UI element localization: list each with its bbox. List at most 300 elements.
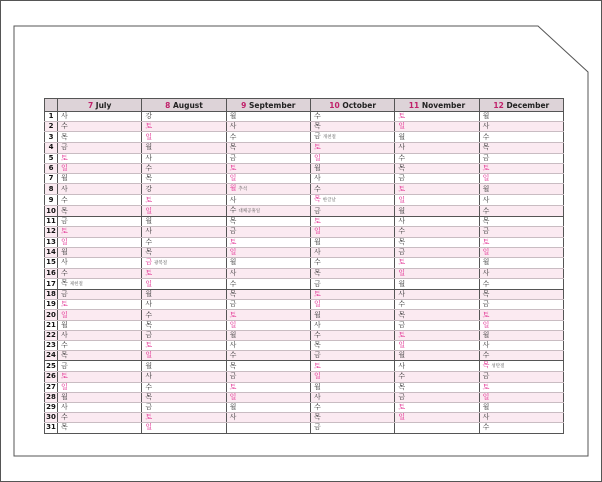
holiday-note: 개천절 — [322, 135, 336, 141]
month-number: 7 — [87, 100, 94, 110]
day-cell[interactable] — [226, 320, 310, 330]
day-row — [45, 423, 564, 433]
day-row — [45, 163, 564, 173]
weekday-label: 토 — [61, 227, 68, 236]
day-cell[interactable] — [479, 268, 563, 278]
day-cell[interactable] — [479, 206, 563, 217]
day-cell[interactable] — [479, 257, 563, 268]
day-cell[interactable] — [395, 173, 479, 183]
weekday-label: 수 — [229, 132, 237, 141]
day-row — [45, 257, 564, 268]
day-cell[interactable] — [226, 341, 310, 351]
weekday-label: 토 — [313, 143, 321, 152]
weekday-label: 사 — [398, 217, 406, 226]
weekday-label: 월 — [398, 279, 406, 288]
day-cell[interactable] — [310, 195, 394, 206]
day-cell[interactable] — [395, 143, 479, 153]
day-cell[interactable] — [58, 290, 142, 300]
weekday-label: 사 — [482, 268, 490, 277]
holiday-note: 한글날 — [322, 198, 336, 204]
day-cell[interactable] — [142, 372, 226, 382]
day-cell[interactable] — [226, 351, 310, 361]
day-cell[interactable] — [142, 279, 226, 290]
day-cell[interactable] — [142, 423, 226, 433]
day-cell[interactable] — [310, 330, 394, 340]
day-cell[interactable] — [310, 184, 394, 195]
day-cell[interactable] — [58, 195, 142, 206]
day-cell[interactable] — [310, 132, 394, 143]
weekday-label: 수 — [229, 351, 237, 360]
day-row — [45, 206, 564, 217]
weekday-label: 금 — [145, 257, 153, 266]
day-cell[interactable] — [310, 372, 394, 382]
day-cell[interactable] — [226, 247, 310, 257]
day-cell[interactable] — [58, 361, 142, 372]
day-cell[interactable] — [58, 247, 142, 257]
day-cell[interactable] — [142, 163, 226, 173]
weekday-label: 목 — [229, 290, 237, 299]
day-cell[interactable] — [58, 310, 142, 320]
day-cell[interactable] — [479, 372, 563, 382]
weekday-label: 금 — [61, 290, 68, 299]
day-number: 12 — [46, 227, 56, 236]
day-cell[interactable] — [479, 217, 563, 227]
day-cell[interactable] — [142, 330, 226, 340]
day-cell[interactable] — [479, 184, 563, 195]
day-cell[interactable] — [226, 217, 310, 227]
day-cell[interactable] — [395, 423, 479, 433]
weekday-label: 토 — [482, 163, 490, 172]
weekday-label: 일 — [482, 174, 490, 183]
day-number: 4 — [45, 143, 58, 153]
weekday-label: 사 — [61, 403, 68, 412]
day-row — [45, 402, 564, 412]
day-number: 5 — [45, 153, 58, 163]
day-cell[interactable] — [395, 112, 479, 122]
weekday-label: 일 — [482, 392, 490, 401]
day-row — [45, 413, 564, 423]
weekday-label: 사 — [145, 153, 153, 162]
day-cell[interactable] — [310, 112, 394, 122]
day-cell[interactable] — [479, 351, 563, 361]
day-cell[interactable] — [479, 227, 563, 237]
day-cell[interactable] — [395, 257, 479, 268]
day-cell[interactable] — [58, 237, 142, 247]
day-cell[interactable] — [226, 413, 310, 423]
weekday-label: 사 — [313, 174, 321, 183]
day-cell[interactable] — [395, 132, 479, 143]
day-cell[interactable] — [395, 310, 479, 320]
day-number: 13 — [46, 237, 56, 246]
day-cell[interactable] — [58, 413, 142, 423]
weekday-label: 토 — [398, 112, 406, 121]
day-cell[interactable] — [479, 361, 563, 372]
weekday-label: 일 — [313, 300, 321, 309]
day-cell[interactable] — [58, 423, 142, 433]
day-cell[interactable] — [310, 163, 394, 173]
day-cell[interactable] — [142, 300, 226, 310]
day-cell[interactable] — [395, 300, 479, 310]
day-cell[interactable] — [142, 257, 226, 268]
day-cell[interactable] — [142, 310, 226, 320]
day-cell[interactable] — [479, 143, 563, 153]
weekday-label: 목 — [313, 122, 321, 131]
day-cell[interactable] — [58, 173, 142, 183]
day-cell[interactable] — [226, 163, 310, 173]
weekday-label: 토 — [229, 163, 237, 172]
weekday-label: 사 — [398, 290, 406, 299]
day-cell[interactable] — [479, 237, 563, 247]
day-row — [45, 382, 564, 392]
weekday-label: 사 — [482, 413, 490, 422]
weekday-label: 토 — [229, 382, 237, 391]
day-number: 7 — [45, 173, 58, 183]
day-cell[interactable] — [58, 227, 142, 237]
day-row — [45, 173, 564, 183]
weekday-label: 토 — [313, 217, 321, 226]
day-cell[interactable] — [226, 195, 310, 206]
day-cell[interactable] — [310, 217, 394, 227]
weekday-label: 수 — [482, 279, 490, 288]
day-cell[interactable] — [310, 257, 394, 268]
day-cell[interactable] — [479, 423, 563, 433]
weekday-label: 목 — [229, 143, 237, 152]
day-row — [45, 184, 564, 195]
day-cell[interactable] — [58, 351, 142, 361]
day-cell[interactable] — [58, 300, 142, 310]
day-cell[interactable] — [142, 290, 226, 300]
day-cell[interactable] — [58, 112, 142, 122]
day-cell[interactable] — [58, 122, 142, 132]
day-cell[interactable] — [310, 153, 394, 163]
day-cell[interactable] — [395, 320, 479, 330]
day-cell[interactable] — [395, 227, 479, 237]
month-header-row — [45, 99, 564, 112]
day-number: 18 — [46, 290, 56, 299]
day-cell[interactable] — [395, 163, 479, 173]
day-cell[interactable] — [142, 122, 226, 132]
day-cell[interactable] — [395, 402, 479, 412]
day-cell[interactable] — [310, 392, 394, 402]
day-cell[interactable] — [310, 227, 394, 237]
day-cell[interactable] — [479, 382, 563, 392]
day-cell[interactable] — [395, 341, 479, 351]
day-cell[interactable] — [142, 132, 226, 143]
weekday-label: 사 — [61, 184, 68, 193]
day-cell[interactable] — [226, 382, 310, 392]
day-cell[interactable] — [310, 279, 394, 290]
day-cell[interactable] — [310, 237, 394, 247]
day-cell[interactable] — [226, 237, 310, 247]
weekday-label: 월 — [482, 184, 490, 193]
day-cell[interactable] — [58, 143, 142, 153]
day-cell[interactable] — [142, 173, 226, 183]
day-cell[interactable] — [58, 257, 142, 268]
day-cell[interactable] — [142, 351, 226, 361]
weekday-label: 목 — [313, 268, 321, 277]
day-cell[interactable] — [479, 112, 563, 122]
day-cell[interactable] — [395, 268, 479, 278]
day-cell[interactable] — [142, 402, 226, 412]
day-cell[interactable] — [226, 279, 310, 290]
day-cell[interactable] — [226, 143, 310, 153]
day-number: 22 — [46, 330, 56, 339]
day-cell[interactable] — [58, 330, 142, 340]
weekday-label: 월 — [61, 320, 68, 329]
day-cell[interactable] — [395, 413, 479, 423]
day-cell[interactable] — [58, 392, 142, 402]
day-cell[interactable] — [395, 184, 479, 195]
day-cell[interactable] — [58, 341, 142, 351]
day-cell[interactable] — [479, 413, 563, 423]
day-cell[interactable] — [310, 247, 394, 257]
weekday-label: 금 — [229, 300, 237, 309]
day-cell[interactable] — [226, 361, 310, 372]
day-cell[interactable] — [58, 132, 142, 143]
weekday-label: 월 — [229, 258, 237, 267]
day-cell[interactable] — [226, 268, 310, 278]
day-cell[interactable] — [58, 153, 142, 163]
day-row — [45, 279, 564, 290]
day-cell[interactable] — [310, 143, 394, 153]
day-number: 26 — [46, 372, 56, 381]
day-row — [45, 392, 564, 402]
day-cell[interactable] — [58, 372, 142, 382]
day-number: 21 — [46, 320, 56, 329]
weekday-label: 목 — [145, 247, 153, 256]
day-cell[interactable] — [226, 153, 310, 163]
day-cell[interactable] — [310, 351, 394, 361]
day-cell[interactable] — [479, 279, 563, 290]
day-cell[interactable] — [479, 173, 563, 183]
day-cell[interactable] — [479, 132, 563, 143]
day-cell[interactable] — [58, 402, 142, 412]
day-number: 3 — [45, 132, 58, 143]
month-name: September — [248, 100, 296, 110]
day-row — [45, 372, 564, 382]
day-number: 10 — [46, 206, 56, 215]
holiday-note: 광복절 — [154, 260, 168, 266]
weekday-label: 일 — [398, 341, 406, 350]
month-header — [58, 99, 142, 112]
day-cell[interactable] — [142, 247, 226, 257]
day-cell[interactable] — [310, 361, 394, 372]
weekday-label: 목 — [145, 174, 153, 183]
day-cell[interactable] — [395, 361, 479, 372]
day-row — [45, 122, 564, 132]
day-cell[interactable] — [310, 268, 394, 278]
day-cell[interactable] — [310, 423, 394, 433]
day-cell[interactable] — [479, 247, 563, 257]
weekday-label: 토 — [398, 258, 406, 267]
day-cell[interactable] — [479, 153, 563, 163]
weekday-label: 일 — [145, 279, 153, 288]
weekday-label: 수 — [398, 300, 406, 309]
day-cell[interactable] — [395, 290, 479, 300]
weekday-label: 월 — [145, 217, 153, 226]
day-row — [45, 227, 564, 237]
day-cell[interactable] — [310, 320, 394, 330]
day-cell[interactable] — [226, 392, 310, 402]
day-cell[interactable] — [395, 372, 479, 382]
day-cell[interactable] — [226, 132, 310, 143]
day-cell[interactable] — [395, 217, 479, 227]
day-cell[interactable] — [58, 206, 142, 217]
day-number: 16 — [46, 268, 56, 277]
weekday-label: 월 — [313, 382, 321, 391]
day-cell[interactable] — [479, 300, 563, 310]
day-cell[interactable] — [310, 413, 394, 423]
weekday-label: 토 — [398, 184, 406, 193]
day-cell[interactable] — [479, 122, 563, 132]
day-cell[interactable] — [142, 392, 226, 402]
weekday-label: 수 — [61, 413, 68, 422]
day-cell[interactable] — [310, 300, 394, 310]
day-cell[interactable] — [395, 206, 479, 217]
weekday-label: 일 — [398, 122, 406, 131]
day-number: 6 — [45, 163, 58, 173]
weekday-label: 월 — [398, 206, 406, 215]
day-cell[interactable] — [226, 184, 310, 195]
day-cell[interactable] — [142, 320, 226, 330]
day-cell[interactable] — [226, 372, 310, 382]
day-cell[interactable] — [395, 247, 479, 257]
day-cell[interactable] — [479, 290, 563, 300]
weekday-label: 월 — [229, 184, 237, 193]
weekday-label: 금 — [398, 174, 406, 183]
day-cell[interactable] — [479, 195, 563, 206]
day-cell[interactable] — [142, 382, 226, 392]
weekday-label: 토 — [229, 237, 237, 246]
day-cell[interactable] — [142, 112, 226, 122]
weekday-label: 수 — [61, 122, 68, 131]
weekday-label: 일 — [145, 351, 153, 360]
day-cell[interactable] — [226, 330, 310, 340]
day-cell[interactable] — [395, 122, 479, 132]
weekday-label: 목 — [482, 143, 490, 152]
day-cell[interactable] — [226, 300, 310, 310]
day-cell[interactable] — [58, 268, 142, 278]
day-cell[interactable] — [395, 279, 479, 290]
weekday-label: 금 — [313, 351, 321, 360]
day-cell[interactable] — [395, 330, 479, 340]
weekday-label: 수 — [313, 184, 321, 193]
day-cell[interactable] — [58, 279, 142, 290]
day-cell[interactable] — [395, 153, 479, 163]
day-cell[interactable] — [226, 290, 310, 300]
day-cell[interactable] — [310, 382, 394, 392]
day-cell[interactable] — [142, 217, 226, 227]
day-cell[interactable] — [142, 413, 226, 423]
day-cell[interactable] — [142, 341, 226, 351]
day-cell[interactable] — [142, 153, 226, 163]
day-row — [45, 195, 564, 206]
weekday-label: 월 — [145, 143, 153, 152]
day-cell[interactable] — [226, 112, 310, 122]
weekday-label: 사 — [398, 143, 406, 152]
weekday-label: 토 — [145, 195, 153, 204]
weekday-label: 수 — [482, 423, 490, 432]
day-cell[interactable] — [226, 227, 310, 237]
day-cell[interactable] — [479, 330, 563, 340]
weekday-label: 목 — [398, 163, 406, 172]
weekday-label: 월 — [313, 237, 321, 246]
weekday-label: 일 — [482, 320, 490, 329]
day-cell[interactable] — [479, 341, 563, 351]
day-cell[interactable] — [58, 217, 142, 227]
day-cell[interactable] — [395, 195, 479, 206]
day-cell[interactable] — [479, 392, 563, 402]
day-row — [45, 112, 564, 122]
day-cell[interactable] — [142, 227, 226, 237]
day-cell[interactable] — [58, 320, 142, 330]
holiday-note: 대체공휴일 — [238, 209, 261, 215]
day-cell[interactable] — [142, 184, 226, 195]
weekday-label: 목 — [398, 237, 406, 246]
weekday-label: 월 — [482, 403, 490, 412]
day-cell[interactable] — [310, 206, 394, 217]
day-number: 23 — [46, 341, 56, 350]
day-cell[interactable] — [226, 257, 310, 268]
day-cell[interactable] — [142, 206, 226, 217]
weekday-label: 월 — [482, 330, 490, 339]
day-cell[interactable] — [479, 163, 563, 173]
weekday-label: 수 — [61, 341, 68, 350]
day-cell[interactable] — [310, 341, 394, 351]
day-cell[interactable] — [142, 268, 226, 278]
day-cell[interactable] — [226, 402, 310, 412]
day-cell[interactable] — [226, 206, 310, 217]
day-cell[interactable] — [479, 310, 563, 320]
day-cell[interactable] — [395, 351, 479, 361]
day-cell[interactable] — [226, 122, 310, 132]
day-cell[interactable] — [226, 173, 310, 183]
day-number: 28 — [46, 392, 56, 401]
day-cell[interactable] — [395, 237, 479, 247]
weekday-label: 사 — [482, 341, 490, 350]
weekday-label: 월 — [313, 163, 321, 172]
weekday-label: 사 — [61, 112, 68, 121]
day-cell[interactable] — [142, 361, 226, 372]
day-cell[interactable] — [310, 310, 394, 320]
day-cell[interactable] — [310, 402, 394, 412]
day-cell[interactable] — [58, 163, 142, 173]
day-number: 30 — [46, 413, 56, 422]
day-cell[interactable] — [142, 237, 226, 247]
weekday-label: 금 — [61, 361, 68, 370]
weekday-label: 토 — [145, 122, 153, 131]
day-cell[interactable] — [479, 402, 563, 412]
day-cell[interactable] — [58, 382, 142, 392]
day-cell[interactable] — [58, 184, 142, 195]
day-row — [45, 361, 564, 372]
day-cell[interactable] — [142, 143, 226, 153]
day-cell[interactable] — [142, 195, 226, 206]
day-cell[interactable] — [479, 320, 563, 330]
day-cell[interactable] — [310, 173, 394, 183]
day-cell[interactable] — [395, 382, 479, 392]
month-header — [395, 99, 479, 112]
weekday-label: 목 — [229, 361, 237, 370]
day-number: 8 — [45, 184, 58, 195]
day-cell[interactable] — [226, 310, 310, 320]
day-cell[interactable] — [310, 290, 394, 300]
day-cell[interactable] — [310, 122, 394, 132]
day-cell[interactable] — [226, 423, 310, 433]
weekday-label: 월 — [61, 392, 68, 401]
day-cell[interactable] — [395, 392, 479, 402]
weekday-label: 토 — [398, 403, 406, 412]
